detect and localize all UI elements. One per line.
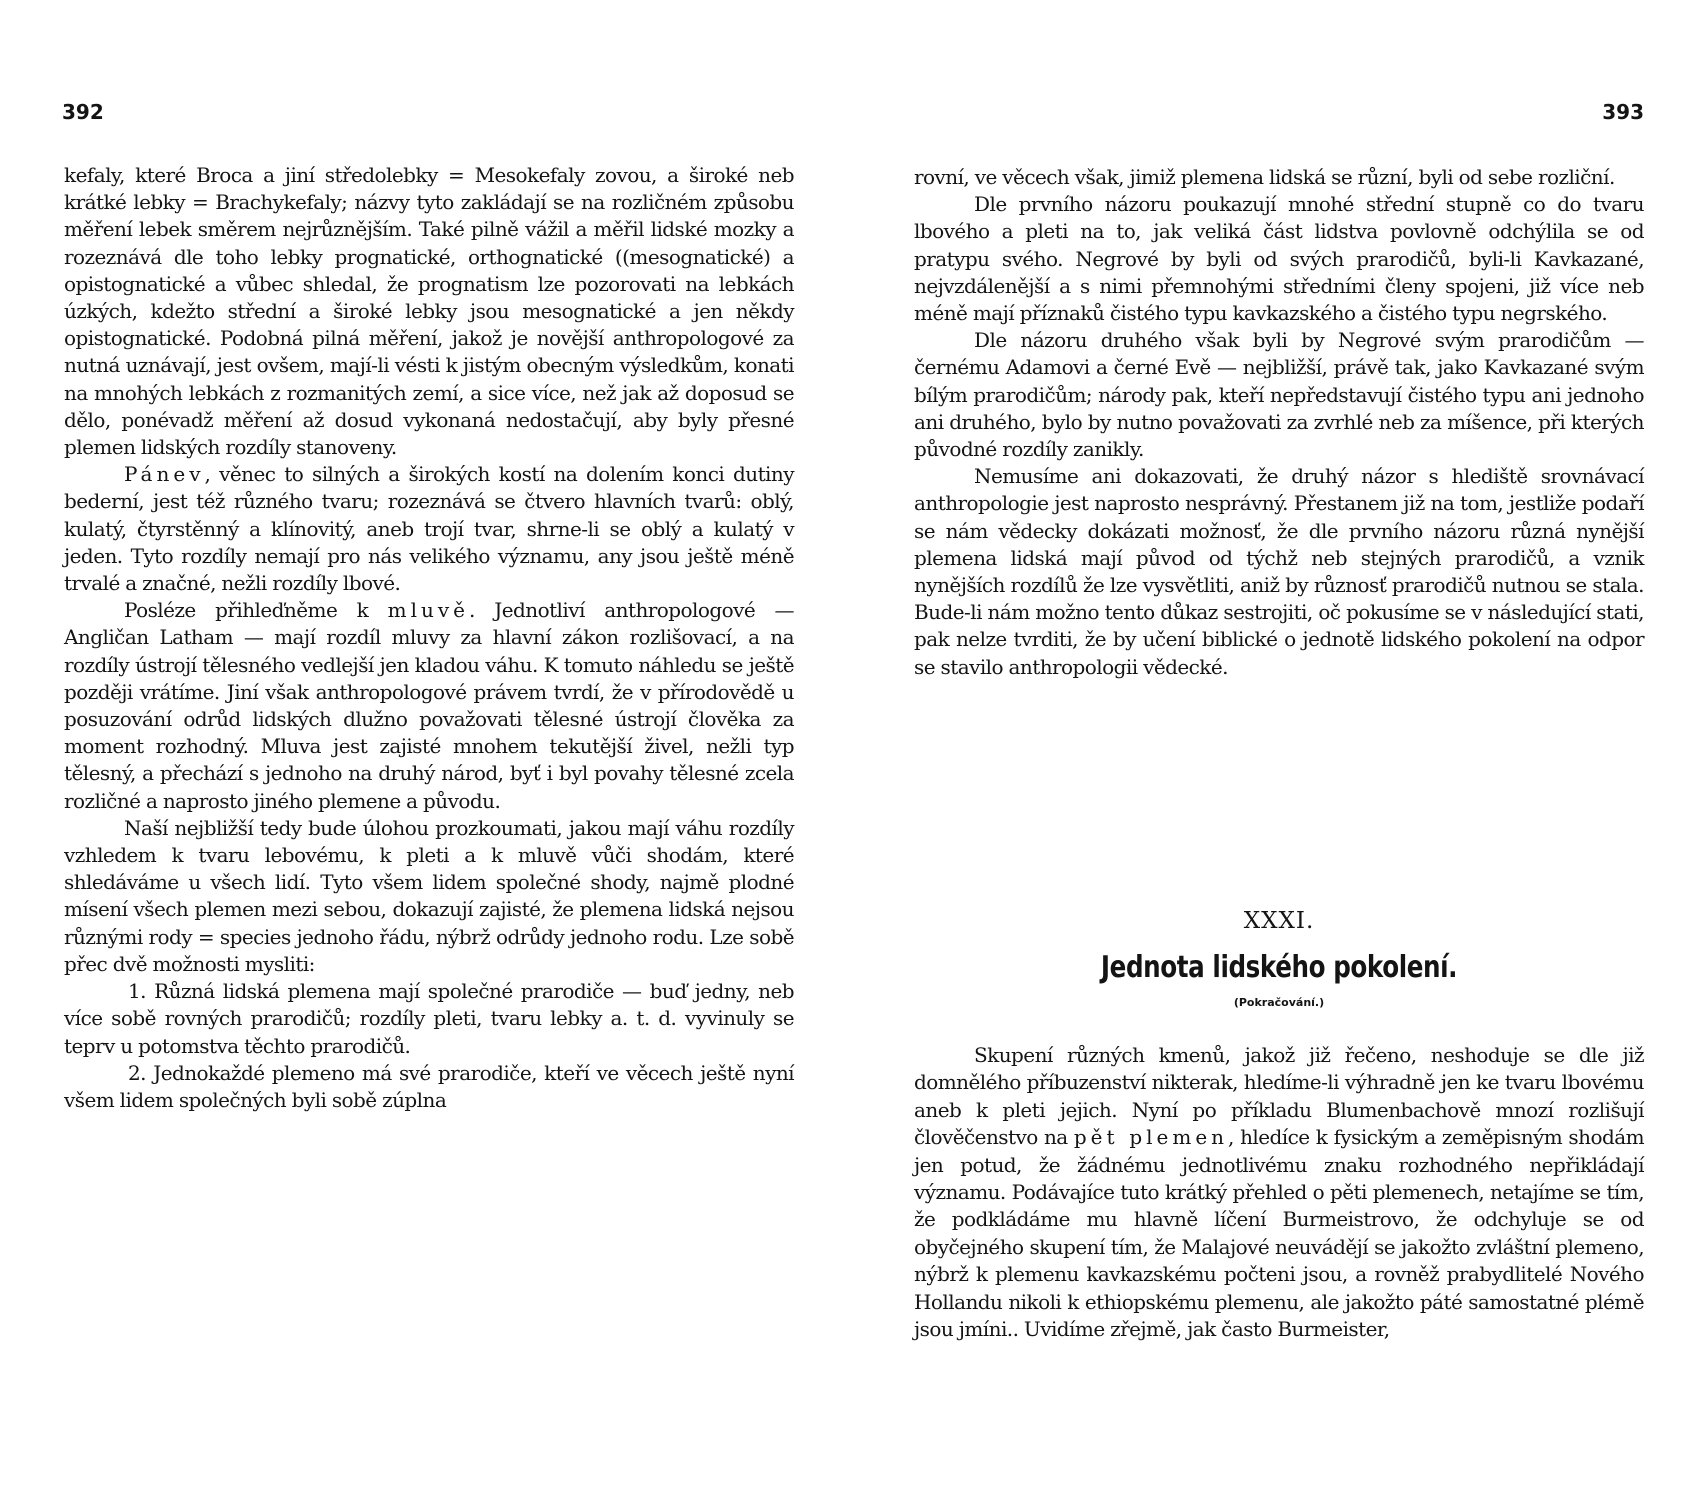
chapter-title: Jednota lidského pokolení. [1100,950,1458,985]
paragraph [914,1042,1644,1343]
paragraph: Dle názoru druhého však byli by Negrové svým prarodičům — černému Adamovi a černé Evě — nejbližší, právě tak, jako Kavkazané svým bílým prarodičům; národy pak, kteří nepředstavují čistého typu ani jednoho ani druhého, bylo by nutno považovati za zvrhlé neb za míšence, při kterých původné rozdíly zanikly. [914,328,1644,462]
spaced-term: pět plemen [1073,1125,1229,1150]
paragraph: kefaly, které Broca a jiní středolebky = Mesokefaly zovou, a široké neb krátké lebky = Brachykefaly; názvy tyto zakládají se na rozličném způsobu měření lebek směrem nejrůznějším. Také pilně vážil a měřil lidské mozky a rozeznává dle toho lebky prognatické, orthognatické ((mesognatické) a opistognatické a vůbec shledal, že prognatism lze pozorovati na lebkách úzkých, kdežto střední a široké lebky jsou mesognatické a jen někdy opistognatické. Podobná pilná měření, jakož je novější anthropologové za nutná uznávají, jest ovšem, mají-li vésti k jistým obecným výsledkům, konati na mnohých lebkách z rozmanitých zemí, a sice více, než jak až doposud se dělo, ponévadž měření až dosud vykonaná nedostačují, aby byly přesné plemen lidských rozdíly stanoveny. [64,163,794,460]
chapter-note: (Pokračování.) [1233,996,1325,1009]
paragraph-text: , věnec to silných a širokých kostí na dolením konci dutiny bederní, jest též různého tvaru; rozeznává se čtvero hlavních tvarů: oblý, kulatý, čtyrstěnný a klínovitý, aneb trojí tvar, shrne-li se oblý a kulatý v jeden. Tyto rozdíly nemají pro nás velikého významu, any jsou ještě méně trvalé a značné, nežli rozdíly lbové. [64,462,794,596]
paragraph-text: , hledíce k fysickým a zeměpisným shodám jen potud, že žádnému jednotlivému znaku rozhodného nepřikládají významu. Podávajíce tuto krátký přehled o pěti plemenech, netajíme se tím, že podkládáme mu hlavně líčení Burmeistrovo, že odchyluje se od obyčejného skupení tím, že Malajové neuvádějí se jakožto zvláštní plemeno, nýbrž k plemenu kavkazskému počteni jsou, a rovněž prabydlitelé Nového Hollandu nikoli k ethiopskému plemenu, ale jakožto páté samostatné plémě jsou jmíni.. Uvidíme zřejmě, jak často Burmeister, [914,1125,1645,1342]
numbered-paragraph: 1. Různá lidská plemena mají společné prarodiče — buď jedny, neb více sobě rovných prarodičů; rozdíly pleti, tvaru lebky a. t. d. vyvinuly se teprv u potomstva těchto prarodičů. [64,979,794,1058]
left-text-column [64,162,794,1114]
paragraph: Nemusíme ani dokazovati, že druhý názor s hlediště srovnávací anthropologie jest naprosto nesprávný. Přestanem již na tom, jestliže podaří se nám vědecky dokázati možnosť, že dle prvního názoru různá nynější plemena lidská mají původ od týchž neb stejných prarodičů, a vznik nynějších rozdílů že lze vysvětliti, aniž by různosť prarodičů nutnou se stala. Bude-li nám možno tento důkaz sestrojiti, oč pokusíme se v následující stati, pak nelze tvrditi, že by učení biblické o jednotě lidského pokolení na odpor se stavilo anthropologii vědecké. [914,464,1644,679]
paragraph-text: Skupení různých kmenů, jakož již řečeno, neshoduje se dle již domnělého příbuzenství nikterak, hledíme-li výhradně jen ke tvaru lbovému aneb k pleti jejich. Nyní po příkladu Blumenbachově mnozí rozlišují člověčenstvo na [914,1043,1644,1150]
numbered-paragraph: 2. Jednokaždé plemeno má své prarodiče, kteří ve věcech ještě nyní všem lidem společných byli sobě zúplna [64,1060,794,1112]
page-number-left: 392 [62,100,104,124]
paragraph [64,597,794,815]
paragraph-text: Posléze přihleďněme k [124,598,388,623]
paragraph: Naší nejbližší tedy bude úlohou prozkoumati, jakou mají váhu rozdíly vzhledem k tvaru lebovému, k pleti a k mluvě vůči shodám, které shledáváme u všech lidí. Tyto všem lidem společné shody, najmě plodné mísení všech plemen mezi sebou, dokazují zajisté, že plemena lidská nejsou různými rody = species jednoho řádu, nýbrž odrůdy jednoho rodu. Lze sobě přec dvě možnosti mysliti: [64,815,794,976]
chapter-number: XXXI. [1243,908,1315,934]
spaced-term: mluvě [387,598,470,623]
chapter-text-column [914,1042,1644,1343]
right-text-column [914,164,1644,681]
spaced-term: Pánev [124,462,205,487]
right-page [842,0,1684,1500]
paragraph [64,461,794,597]
paragraph: rovní, ve věcech však, jimiž plemena lidská se různí, byli od sebe rozliční. [914,165,1615,189]
paragraph-text: . Jednotliví anthropologové — Angličan Latham — mají rozdíl mluvy za hlavní zákon rozlišovací, a na rozdíly ústrojí tělesného vedlejší jen kladou váhu. K tomuto náhledu se ještě později vrátíme. Jiní však anthropologové právem tvrdí, že v přírodovědě u posuzování odrůd lidských dlužno považovati tělesné ústrojí člověka za moment rozhodný. Mluva jest zajisté mnohem tekutější živel, nežli typ tělesný, a přechází s jednoho na druhý národ, byť i byl povahy tělesné zcela rozličné a naprosto jiného plemene a původu. [64,598,794,813]
paragraph: Dle prvního názoru poukazují mnohé střední stupně co do tvaru lbového a pleti na to, jak veliká část lidstva povlovně odchýlila se od pratypu svého. Negrové by byli od svých prarodičů, byli-li Kavkazané, nejvzdálenější a s nimi přemnohými středními členy spojeni, již více neb méně mají příznaků čistého typu kavkazského a čistého typu negrského. [914,192,1644,326]
page-number-right: 393 [1602,100,1644,124]
